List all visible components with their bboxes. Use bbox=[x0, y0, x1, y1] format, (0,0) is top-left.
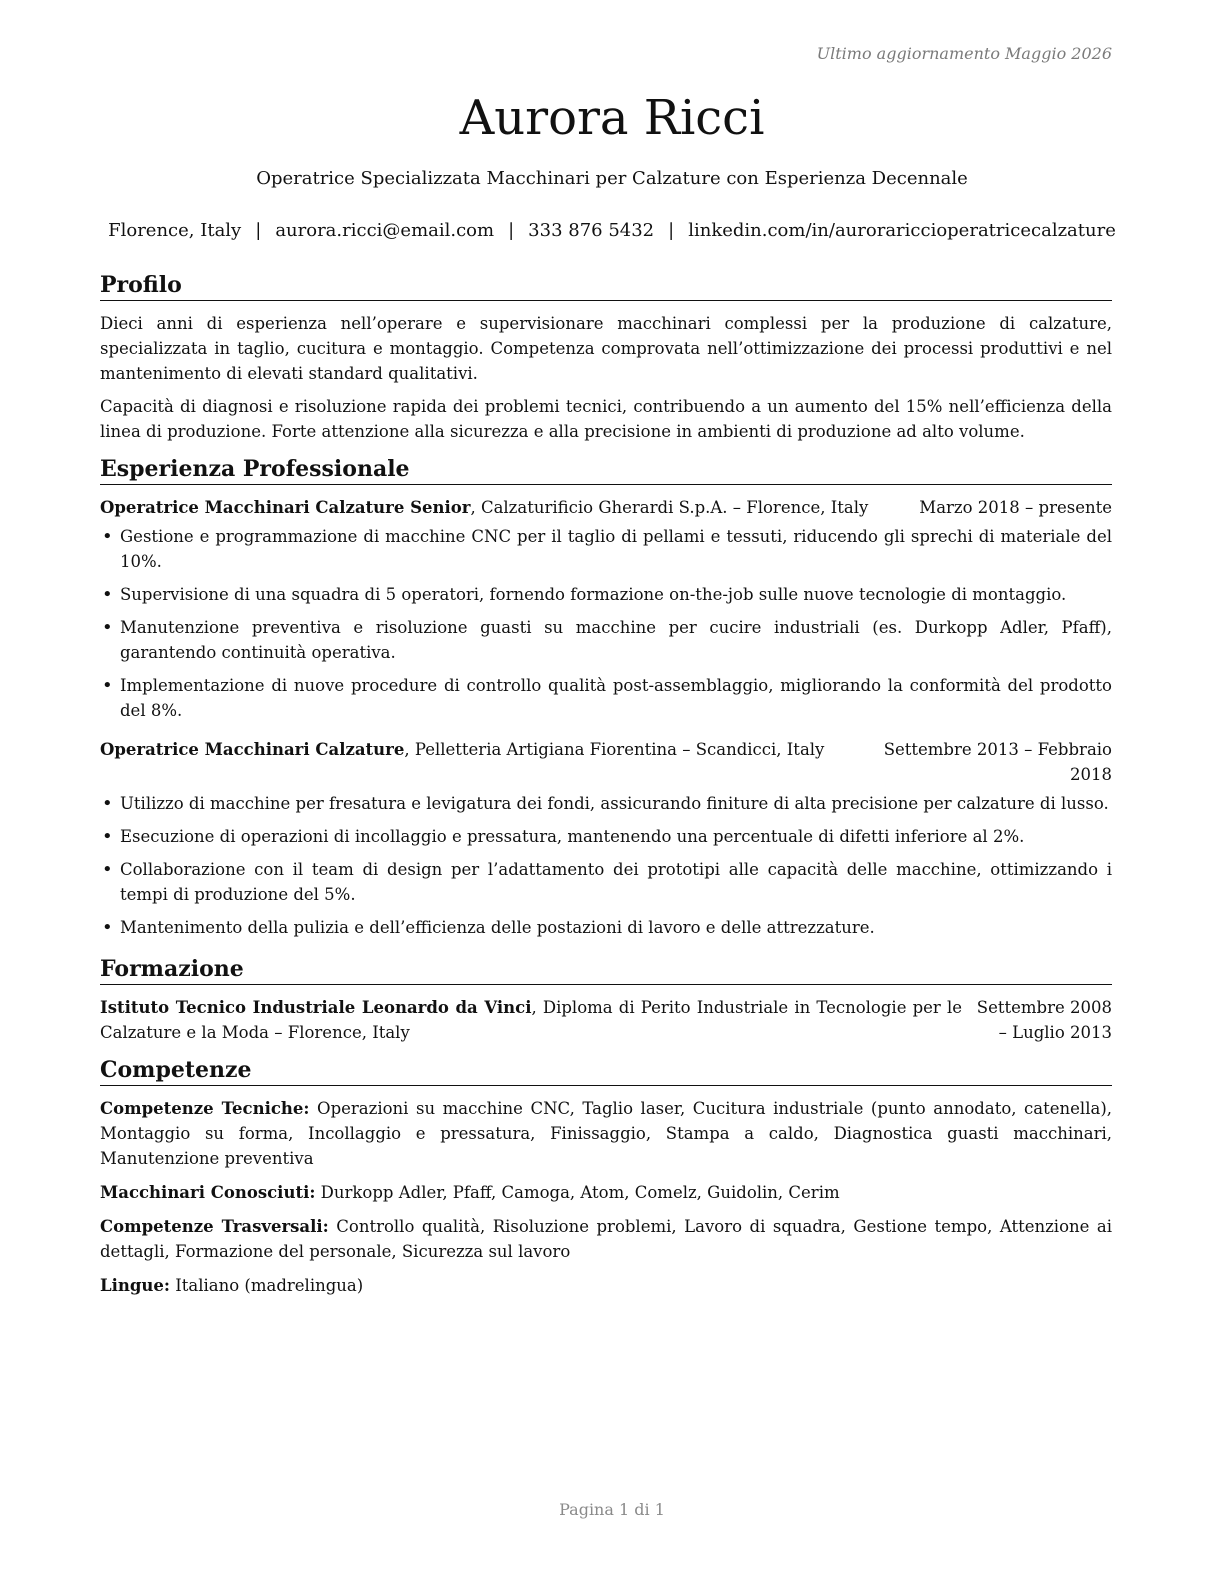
experience-section bbox=[100, 454, 1112, 940]
section-title-experience: Esperienza Professionale bbox=[100, 454, 1112, 485]
contact-separator: | bbox=[255, 220, 262, 241]
job-bullet: • Esecuzione di operazioni di incollaggio e pressatura, mantenendo una percentuale di difetti inferiore al 2%. bbox=[100, 824, 1112, 849]
skill-value: Durkopp Adler, Pfaff, Camoga, Atom, Comelz, Guidolin, Cerim bbox=[315, 1183, 840, 1202]
profile-paragraph: Dieci anni di esperienza nell’operare e supervisionare macchinari complessi per la produzione di calzature, specializzata in taglio, cucitura e montaggio. Competenza comprovata nell’ottimizzazione dei processi produttivi e nel mantenimento di elevati standard qualitativi. bbox=[100, 314, 1112, 383]
contact-location: Florence, Italy bbox=[108, 220, 242, 241]
contact-phone: 333 876 5432 bbox=[528, 220, 655, 241]
job-bullet: • Implementazione di nuove procedure di controllo qualità post-assemblaggio, migliorando la conformità del prodotto del 8%. bbox=[100, 673, 1112, 723]
job-role: Operatrice Macchinari Calzature bbox=[100, 740, 405, 759]
job-bullets bbox=[100, 524, 1112, 723]
education-entry bbox=[100, 995, 1112, 1045]
section-title-education: Formazione bbox=[100, 954, 1112, 985]
skill-row bbox=[100, 1214, 1112, 1264]
job-dates: Settembre 2013 – Febbraio 2018 bbox=[883, 740, 1112, 784]
candidate-headline: Operatrice Specializzata Macchinari per Calzature con Esperienza Decennale bbox=[256, 168, 968, 189]
contact-separator: | bbox=[508, 220, 515, 241]
candidate-name: Aurora Ricci bbox=[459, 90, 765, 146]
skill-row bbox=[100, 1180, 1112, 1205]
contact-email[interactable]: aurora.ricci@email.com bbox=[275, 220, 495, 241]
job-entry bbox=[100, 495, 1112, 723]
skill-label: Macchinari Conosciuti: bbox=[100, 1183, 316, 1202]
job-entry bbox=[100, 737, 1112, 940]
education-dates: Settembre 2008 – Luglio 2013 bbox=[976, 998, 1112, 1042]
job-header bbox=[100, 737, 1112, 787]
section-title-skills: Competenze bbox=[100, 1055, 1112, 1086]
job-bullet: • Supervisione di una squadra di 5 operatori, fornendo formazione on-the-job sulle nuove tecnologie di montaggio. bbox=[100, 582, 1112, 607]
profile-section bbox=[100, 270, 1112, 444]
skill-label: Lingue: bbox=[100, 1276, 170, 1295]
job-company: , Calzaturificio Gherardi S.p.A. – Florence, Italy bbox=[470, 498, 869, 517]
skills-section bbox=[100, 1055, 1112, 1298]
job-bullet: • Collaborazione con il team di design per l’adattamento dei prototipi alle capacità delle macchine, ottimizzando i tempi di produzione del 5%. bbox=[100, 857, 1112, 907]
contact-linkedin[interactable]: linkedin.com/in/aurorariccioperatricecalzature bbox=[688, 220, 1116, 241]
skill-label: Competenze Trasversali: bbox=[100, 1217, 329, 1236]
education-school: Istituto Tecnico Industriale Leonardo da Vinci bbox=[100, 998, 532, 1017]
job-company: , Pelletteria Artigiana Fiorentina – Scandicci, Italy bbox=[404, 740, 825, 759]
job-bullets bbox=[100, 791, 1112, 940]
education-degree: , Diploma di Perito Industriale in Tecnologie per le Calzature e la Moda – Florence, Italy bbox=[100, 998, 962, 1042]
skill-row bbox=[100, 1096, 1112, 1171]
job-bullet: • Gestione e programmazione di macchine CNC per il taglio di pellami e tessuti, riducendo gli sprechi di materiale del 10%. bbox=[100, 524, 1112, 574]
contact-line bbox=[0, 218, 1224, 244]
page-number: Pagina 1 di 1 bbox=[559, 1500, 665, 1519]
skill-value: Operazioni su macchine CNC, Taglio laser, Cucitura industriale (punto annodato, catenella), Montaggio su forma, Incollaggio e pressatura, Finissaggio, Stampa a caldo, Diagnostica guasti macchinari, Manutenzione preventiva bbox=[100, 1099, 1112, 1168]
resume-body bbox=[100, 270, 1112, 1308]
last-updated-note: Ultimo aggiornamento Maggio 2026 bbox=[816, 44, 1112, 63]
profile-paragraph: Capacità di diagnosi e risoluzione rapida dei problemi tecnici, contribuendo a un aumento del 15% nell’efficienza della linea di produzione. Forte attenzione alla sicurezza e alla precisione in ambienti di produzione ad alto volume. bbox=[100, 397, 1112, 441]
job-role: Operatrice Macchinari Calzature Senior bbox=[100, 498, 471, 517]
job-dates: Marzo 2018 – presente bbox=[919, 498, 1112, 517]
job-header bbox=[100, 495, 1112, 520]
job-bullet: • Mantenimento della pulizia e dell’efficienza delle postazioni di lavoro e delle attrezzature. bbox=[100, 915, 1112, 940]
skill-value: Italiano (madrelingua) bbox=[170, 1276, 364, 1295]
job-bullet: • Utilizzo di macchine per fresatura e levigatura dei fondi, assicurando finiture di alta precisione per calzature di lusso. bbox=[100, 791, 1112, 816]
skill-row bbox=[100, 1273, 1112, 1298]
skill-value: Controllo qualità, Risoluzione problemi, Lavoro di squadra, Gestione tempo, Attenzione ai dettagli, Formazione del personale, Sicurezza sul lavoro bbox=[100, 1217, 1113, 1261]
section-title-profile: Profilo bbox=[100, 270, 1112, 301]
job-bullet: • Manutenzione preventiva e risoluzione guasti su macchine per cucire industriali (es. Durkopp Adler, Pfaff), garantendo continuità operativa. bbox=[100, 615, 1112, 665]
contact-separator: | bbox=[668, 220, 675, 241]
skill-label: Competenze Tecniche: bbox=[100, 1099, 310, 1118]
education-section bbox=[100, 954, 1112, 1045]
